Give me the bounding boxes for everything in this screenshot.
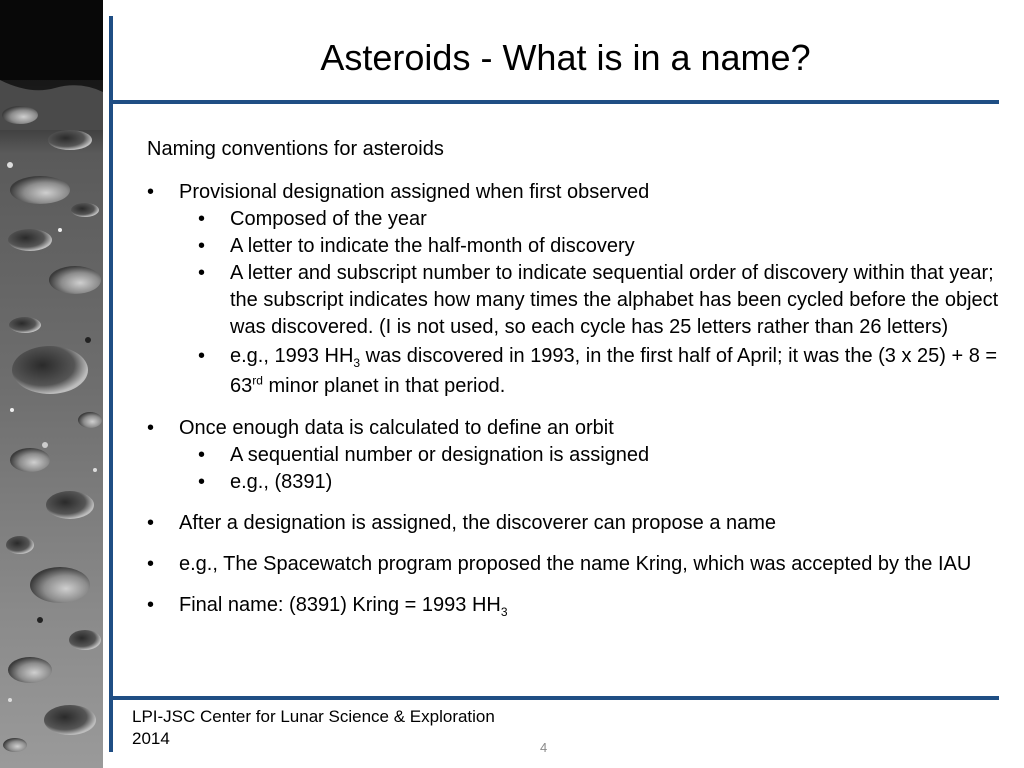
- footer-line-2: 2014: [132, 729, 170, 748]
- bullet-text: • Provisional designation assigned when first observed: [179, 181, 650, 203]
- bullet-list: [147, 179, 1007, 619]
- intro-text: Naming conventions for asteroids: [147, 138, 444, 160]
- example-prefix: e.g., 1993 HH: [230, 345, 354, 367]
- sub-bullet-number-example: • e.g., (8391): [179, 469, 1007, 496]
- sub-bullet-sequential: • A letter and subscript number to indicate sequential order of discovery within that year; the subscript indicates how many times the alphabet has been cycled before the object was discovered. (I is not used, so each cycle has 25 letters rather than 26 letters): [179, 260, 1007, 341]
- bullet-text: • e.g., The Spacewatch program proposed the name Kring, which was accepted by the IAU: [179, 553, 972, 575]
- sub-bullet-example: [179, 341, 1007, 401]
- example-middle: was discovered in 1993, in the first half of April; it was the (3 x 25) + 8 = 63: [230, 345, 998, 397]
- bullet-orbit: [147, 415, 1007, 496]
- bullet-propose-name: [147, 510, 1007, 537]
- moon-surface-image: [0, 0, 103, 768]
- lunar-crater-picture: [0, 0, 103, 768]
- example-subscript: 3: [353, 356, 361, 370]
- left-accent-rule: [109, 16, 113, 752]
- bullet-spacewatch: [147, 551, 1007, 578]
- sub-bullet-year: • Composed of the year: [179, 206, 1007, 233]
- slide-title: Asteroids - What is in a name?: [320, 37, 811, 78]
- footer-divider: [109, 696, 999, 700]
- bullet-provisional: [147, 179, 1007, 401]
- title-divider: [109, 100, 999, 104]
- bullet-text: • Once enough data is calculated to define an orbit: [179, 417, 614, 439]
- sub-bullet-list: [179, 442, 1007, 496]
- sub-bullet-number: • A sequential number or designation is assigned: [179, 442, 1007, 469]
- bullet-final-name: [147, 592, 1007, 619]
- footer-credit: [132, 706, 572, 750]
- bullet-text: • After a designation is assigned, the discoverer can propose a name: [179, 512, 777, 534]
- sub-bullet-list: [179, 206, 1007, 401]
- final-name-subscript: 3: [500, 605, 508, 619]
- example-suffix: minor planet in that period.: [262, 375, 506, 397]
- footer-line-1: LPI-JSC Center for Lunar Science & Exploration: [132, 707, 495, 726]
- bullet-text: Final name: (8391) Kring = 1993 HH: [179, 594, 501, 616]
- example-superscript: rd: [252, 373, 263, 388]
- slide-body: [147, 136, 1007, 633]
- sub-bullet-half-month: • A letter to indicate the half-month of discovery: [179, 233, 1007, 260]
- page-number: 4: [540, 740, 548, 755]
